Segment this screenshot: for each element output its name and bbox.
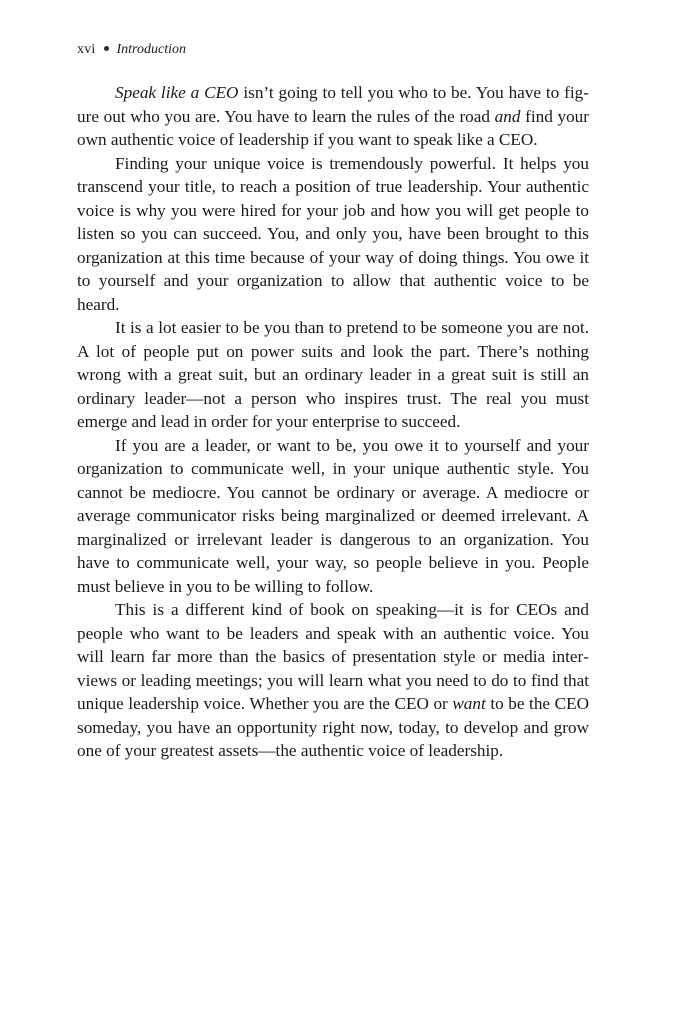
section-title: Introduction — [116, 42, 186, 57]
paragraph-5-text-b: to be the CEO someday, you have an opportunity right now, today, to develop and grow one of your greatest assets—the authentic voice of leadership. — [77, 694, 589, 760]
paragraph-1-text-b: find your own authentic voice of leadership if you want to speak like a CEO. — [77, 106, 589, 149]
paragraph-5 — [77, 598, 589, 763]
paragraph-5-text-a: This is a different kind of book on speaking—it is for CEOs and people who want to be leaders and speak with an authentic voice. You will learn far more than the basics of presentation style or media interviews or leading meetings; you will learn what you need to do to find that unique leadership voice. Whether you are the CEO or — [77, 600, 589, 713]
bullet-separator-icon — [104, 46, 109, 51]
paragraph-3: It is a lot easier to be you than to pretend to be someone you are not. A lot of people put on power suits and look the part. There’s nothing wrong with a great suit, but an ordinary leader in a great suit is still an ordinary leader—not a person who inspires trust. The real you must emerge and lead in order for your enterprise to succeed. — [77, 318, 589, 431]
book-title-italic: Speak like a CEO — [115, 83, 239, 102]
running-header — [77, 40, 186, 60]
paragraph-1 — [77, 81, 589, 152]
paragraph-2: Finding your unique voice is tremendously powerful. It helps you transcend your title, to reach a position of true leadership. Your authentic voice is why you were hired for your job and how you will get people to listen so you can succeed. You, and only you, have been brought to this organization at this time because of your way of doing things. You owe it to yourself and your organization to allow that authentic voice to be heard. — [77, 153, 589, 314]
page-number: xvi — [77, 42, 96, 57]
emphasis-want: want — [452, 694, 486, 713]
emphasis-and: and — [494, 106, 521, 126]
paragraph-1-text-a: isn’t going to tell you who to be. You have to figure out who you are. You have to learn the rules of the road — [77, 83, 589, 126]
paragraph-4: If you are a leader, or want to be, you owe it to yourself and your organization to communicate well, in your unique authentic style. You cannot be mediocre. You cannot be ordinary or average. A mediocre or average communicator risks being marginalized or deemed irrelevant. A marginalized or irrelevant leader is dangerous to an organization. You have to communicate well, your way, so people believe in you. People must believe in you to be willing to follow. — [77, 435, 589, 596]
body-text — [77, 81, 589, 763]
